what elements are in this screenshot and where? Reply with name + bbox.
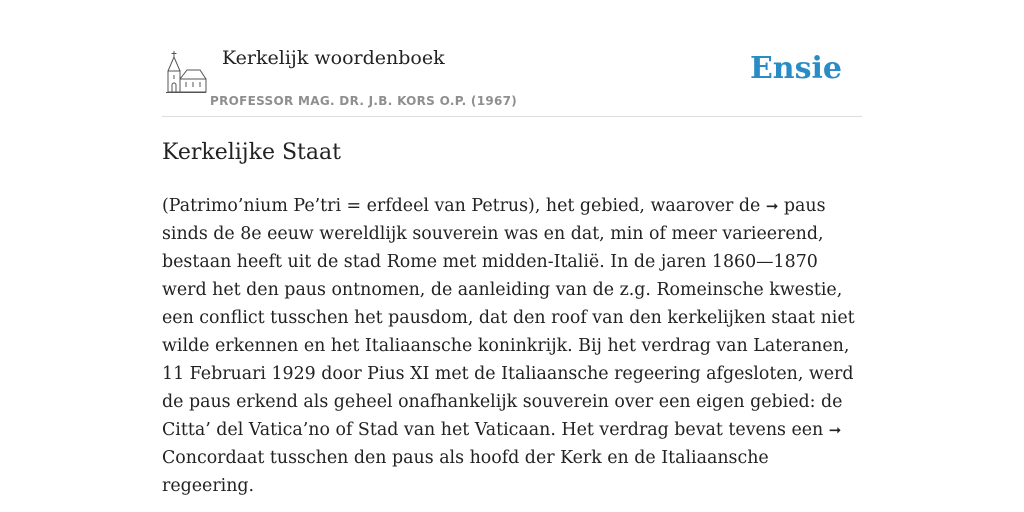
entry-text-part-1: (Patrimo’nium Pe’tri = erfdeel van Petrus), het gebied, waarover de [162, 196, 766, 216]
dictionary-header [162, 40, 862, 117]
ensie-logo-link[interactable]: Ensie [749, 51, 842, 86]
entry-text-part-2: paus sinds de 8e eeuw wereldlijk souverein was en dat, min of meer varieerend, bestaan heeft uit de stad Rome met midden-Italië. In de jaren 1860—1870 werd het den paus ontnomen, de aanleiding van de z.g. Romeinsche kwestie, een conflict tusschen het pausdom, dat den roof van den kerkelijken staat niet wilde erkennen en het Italiaansche koninkrijk. Bij het verdrag van Lateranen, 11 Februari 1929 door Pius XI met de Italiaansche regeering afgesloten, werd de paus erkend als geheel onafhankelijk souverein over een eigen gebied: de Citta’ del Vatica’no of Stad van het Vaticaan. Het verdrag bevat tevens een [162, 196, 855, 440]
entry-title: Kerkelijke Staat [162, 140, 341, 165]
entry-body [162, 192, 862, 500]
entry-text-part-3: Concordaat tusschen den paus als hoofd der Kerk en de Italiaansche regeering. [162, 448, 769, 496]
author-credit: PROFESSOR MAG. DR. J.B. KORS O.P. (1967) [210, 94, 518, 108]
dictionary-title: Kerkelijk woordenboek [222, 47, 445, 69]
concordaat-reference-arrow-icon[interactable]: ➞ [828, 421, 842, 439]
church-icon [165, 49, 207, 95]
paus-reference-arrow-icon[interactable]: ➞ [765, 197, 779, 215]
